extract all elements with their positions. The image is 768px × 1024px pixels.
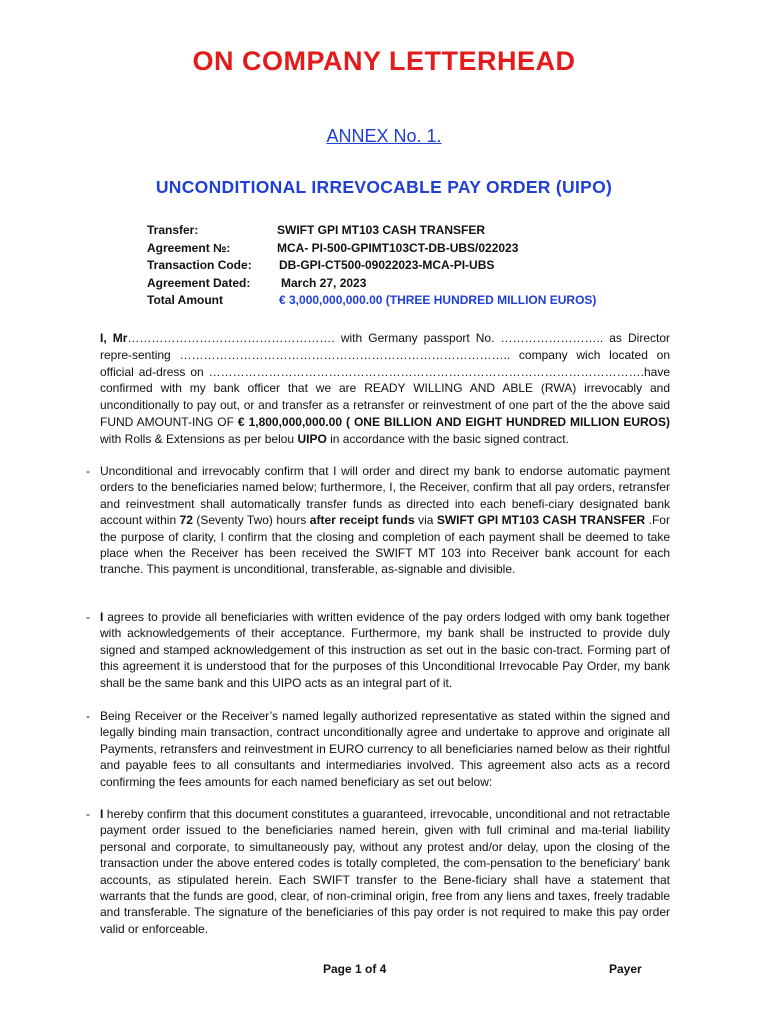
clause-segment: .For the purpose of clarity, I confirm that the closing and completion of each payment shall be deemed to take place when the Receiver has been received the SWIFT MT 103 into Receiver bank account for each tranche. This payment is unconditional, transferable, as-signable and divisible. [100,513,670,577]
clause-segment: agrees to provide all beneficiaries with written evidence of the pay orders lodged with omy bank together with acknowledgements of their acceptance. Furthermore, my bank shall be instructed to provide duly signed and stamped acknowledgement of this instruction as set out in the basic con-tract. Forming part of this agreement it is understood that for the purposes of this Unconditional Irrevocable Pay Order, my bank shall be the same bank and this UIPO acts as an integral part of it. [100,610,670,690]
clause-text [100,463,670,578]
clause-transfer-method: SWIFT GPI MT103 CASH TRANSFER [436,513,646,528]
intro-text: in accordance with the basic signed contract. [326,431,569,446]
meta-key: Agreement Dated: [147,275,251,290]
list-dash: - [86,709,90,723]
document-title: UNCONDITIONAL IRREVOCABLE PAY ORDER (UIPO) [155,177,613,197]
footer-signer: Payer [609,962,642,976]
clause-segment: Unconditional and irrevocably confirm that I will order and direct my bank to endorse automatic payment orders to the beneficiaries named below; furthermore, I, the Receiver, confirm that all pay orders, retransfer and reinvestment shall automatically transfer funds as directed into each benefi-ciary designated bank account within [100,464,670,528]
clause-emphasis: after receipt funds [309,513,415,528]
clause-segment: via [414,513,437,528]
uipo-term: UIPO [297,431,327,446]
list-dash: - [86,610,90,624]
meta-key: Agreement №: [147,240,231,255]
letterhead-heading: ON COMPANY LETTERHEAD [192,46,576,76]
clause-payment-orders [86,463,670,578]
clause-text [100,806,670,937]
page-number: Page 1 of 4 [323,962,387,976]
clause-hours: 72 [179,513,193,528]
annex-heading: ANNEX No. 1. [326,126,442,146]
meta-value: SWIFT GPI MT103 CASH TRANSFER [277,223,486,237]
meta-key: Total Amount [147,293,223,308]
clause-pronoun: I [100,610,104,624]
clause-evidence [86,609,670,691]
total-amount-value: € 3,000,000,000.00 (THREE HUNDRED MILLION EUROS) [279,293,597,308]
clause-segment: Being Receiver or the Receiver’s named legally authorized representative as stated within the signed and legally binding main transaction, contract unconditionally agree and undertake to approve and originate all Payments, retransfers and reinvestment in EURO currency to all beneficiaries named below as their rightful and payable fees to all consultants and intermediaries involved. This agreement also acts as a record confirming the fees amounts for each named beneficiary as set out below: [100,709,670,789]
clause-text [100,708,670,790]
intro-text: with Rolls & Extensions as per belou [100,431,298,446]
clause-segment: hereby confirm that this document constitutes a guaranteed, irrevocable, unconditional and not retractable payment order issued to the beneficiaries named herein, given with full criminal and ma-terial liability personal and corporate, to simultaneously pay, without any protest and/or delay, upon the closing of the transaction under the above entered codes is totally completed, the com-pensation to the beneficiary' bank accounts, as stipulated herein. Each SWIFT transfer to the Bene-ficiary shall have a statement that warrants that the funds are good, clear, of non-criminal origin, free from any liens and taxes, freely tradable and transferable. The signature of the beneficiaries of this pay order is not required to make this pay order valid or enforceable. [100,807,670,936]
list-dash: - [86,464,90,478]
clause-receiver [86,708,670,790]
fund-amount: € 1,800,000,000.00 ( ONE BILLION AND EIGHT HUNDRED MILLION EUROS) [237,414,670,429]
intro-paragraph [100,330,670,448]
meta-key: Transaction Code: [147,258,252,273]
intro-text: ……………………………………………. with Germany passport No. …………………….. as Director repre-senting ……………………………………………………………………….. company wich located on official ad-dress on ……………………………………………………………………………………………….have confirmed with my bank officer that we are READY WILLING AND ABLE (RWA) irrevocably and unconditionally to pay out, or and transfer as a retransfer or reinvestment of one part of the the above said FUND AMOUNT-ING OF [100,331,671,429]
meta-value: DB-GPI-CT500-09022023-MCA-PI-UBS [279,258,495,273]
meta-value: MCA- PI-500-GPIMT103CT-DB-UBS/022023 [277,240,519,255]
clause-pronoun: I [100,807,104,821]
intro-name-lead: I, Mr [100,331,128,345]
meta-key: Transfer: [147,223,199,237]
clause-text [100,609,670,691]
meta-value: March 27, 2023 [281,275,367,290]
clause-guarantee [86,806,670,937]
clause-segment: (Seventy Two) hours [192,513,310,528]
list-dash: - [86,807,90,821]
